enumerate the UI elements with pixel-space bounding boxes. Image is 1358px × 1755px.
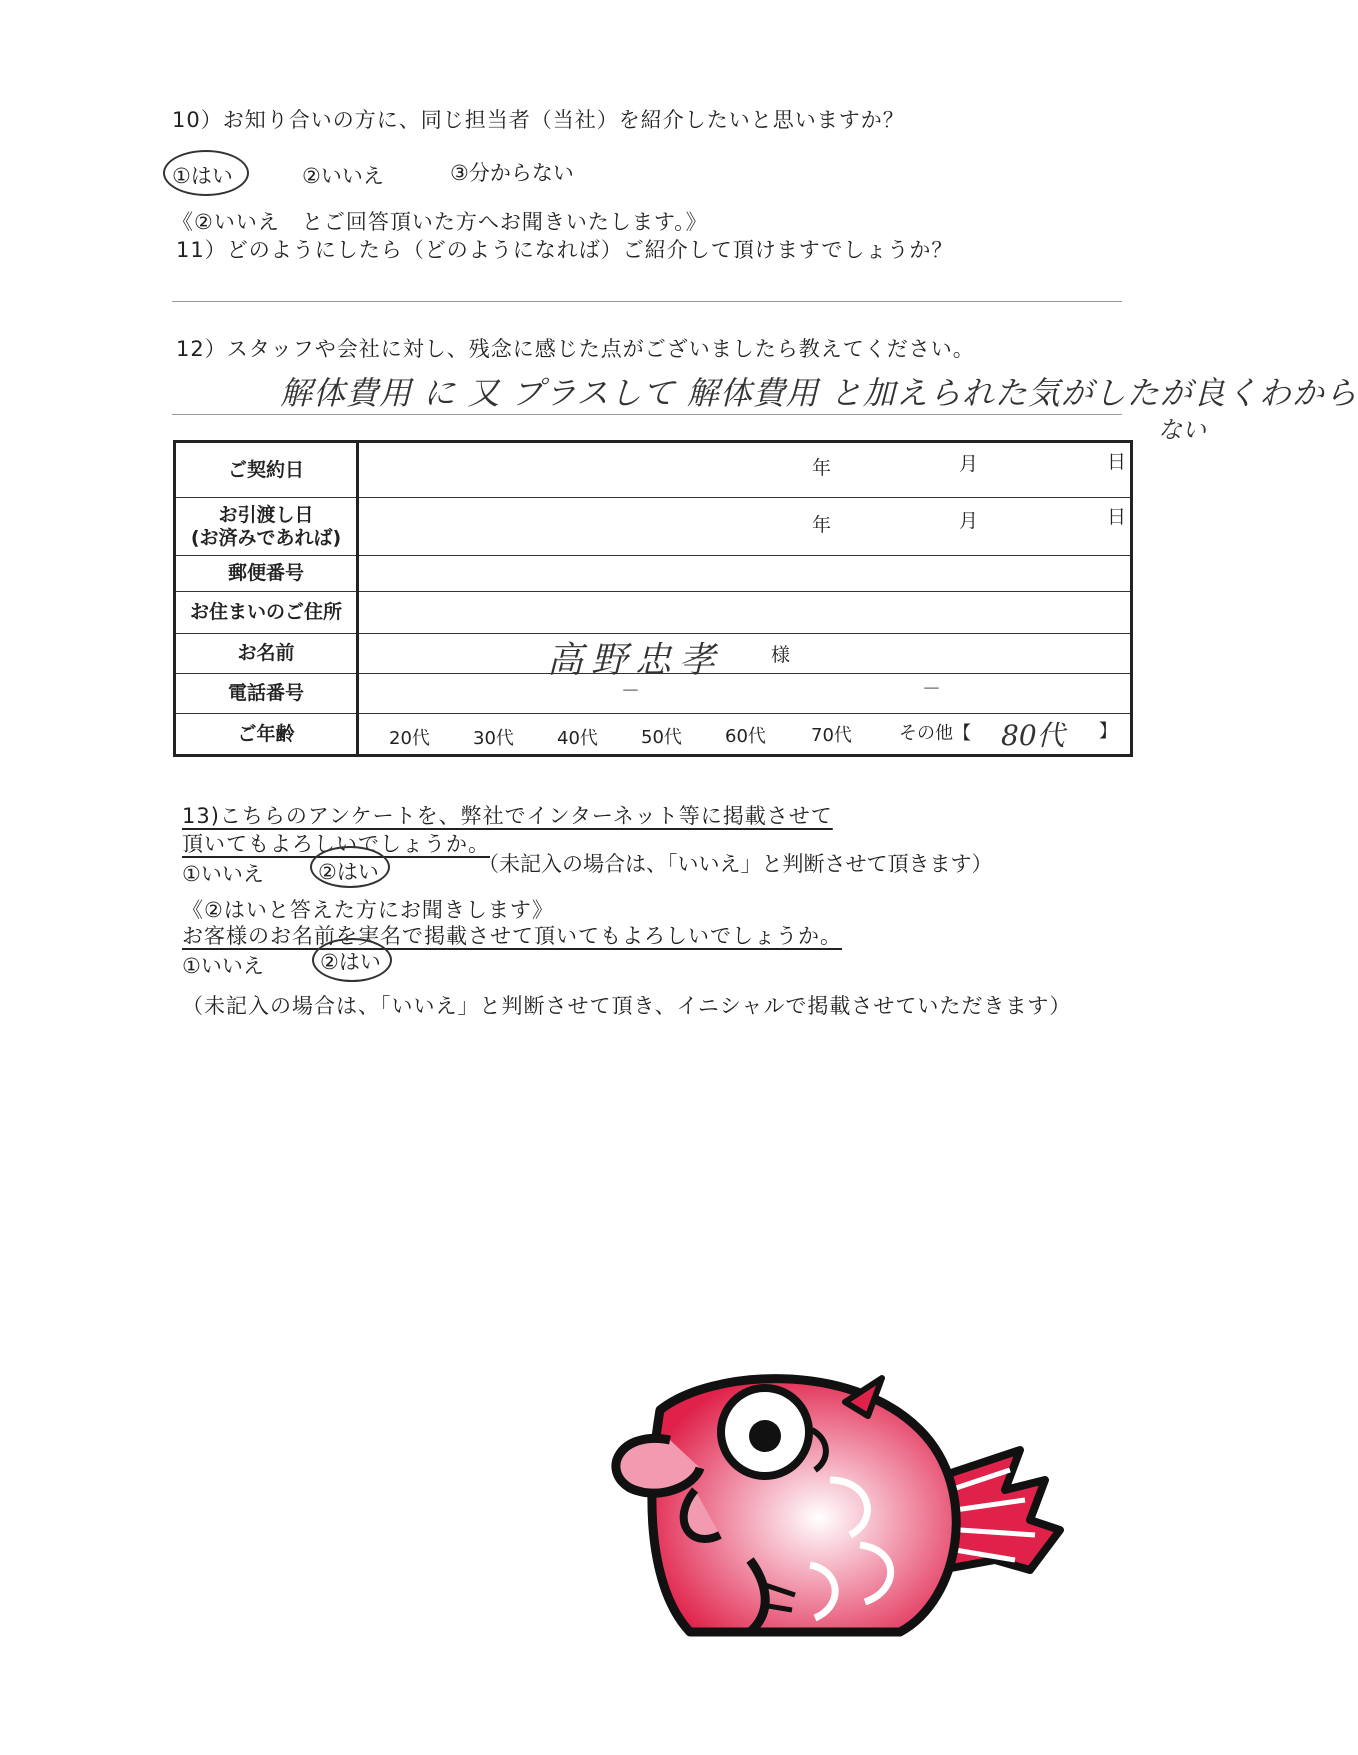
table-row (175, 674, 1132, 714)
day-unit: 日 (1107, 506, 1127, 528)
address-label: お住まいのご住所 (175, 592, 358, 634)
q12-question: 12）スタッフや会社に対し、残念に感じた点がございましたら教えてください。 (176, 337, 975, 361)
q12-handwritten-comment-cont: ない (1158, 416, 1206, 444)
year-unit: 年 (812, 457, 832, 479)
phone-dash: － (922, 678, 942, 700)
q13-sub-question: お客様のお名前を実名で掲載させて頂いてもよろしいでしょうか。 (182, 924, 842, 948)
age-option[interactable]: 60代 (725, 726, 766, 747)
age-option[interactable]: 70代 (811, 725, 852, 746)
contract-date-field[interactable] (358, 442, 1132, 498)
postal-code-field[interactable] (358, 556, 1132, 592)
age-field[interactable] (358, 714, 1132, 756)
q13-sub-option-no[interactable]: ①いいえ (182, 954, 264, 978)
age-other-close: 】 (1099, 721, 1117, 742)
year-unit: 年 (812, 514, 832, 536)
month-unit: 月 (959, 453, 979, 475)
q10-option-yes[interactable]: ①はい (172, 164, 233, 188)
phone-dash: － (621, 680, 641, 702)
q10-question: 10）お知り合いの方に、同じ担当者（当社）を紹介したいと思いますか？ (172, 108, 905, 132)
q12-answer-line (172, 414, 1122, 415)
phone-label: 電話番号 (175, 674, 358, 714)
name-field[interactable] (358, 634, 1132, 681)
q13-note: （未記入の場合は、「いいえ」と判断させて頂きます） (478, 852, 993, 876)
customer-info-table (173, 440, 1133, 757)
age-option[interactable]: 40代 (557, 728, 598, 749)
day-unit: 日 (1107, 451, 1127, 473)
q13-sub-note: 《②はいと答えた方にお聞きします》 (182, 898, 554, 922)
table-row (175, 714, 1132, 756)
q11-answer-line (172, 301, 1122, 302)
q13-option-no[interactable]: ①いいえ (182, 862, 264, 886)
address-field[interactable] (358, 592, 1132, 634)
name-handwritten: 高野忠孝 (547, 640, 724, 681)
postal-code-label: 郵便番号 (175, 556, 358, 592)
month-unit: 月 (959, 510, 979, 532)
age-other-handwritten: 80代 (1001, 719, 1065, 752)
q13-option-yes[interactable]: ②はい (318, 860, 379, 884)
table-row (175, 442, 1132, 498)
q12-handwritten-comment: 解体費用 に 又 プラスして 解体費用 と加えられた気がしたが良くわから (280, 374, 1358, 412)
q13-question-line2: 頂いてもよろしいでしょうか。 (182, 832, 490, 856)
handover-date-label-sub: (お済みであれば) (190, 526, 342, 549)
q13-question-line1: 13)こちらのアンケートを、弊社でインターネット等に掲載させて (182, 804, 833, 828)
q10-option-unknown[interactable]: ③分からない (450, 161, 574, 185)
q10-answer-circle (163, 150, 249, 196)
name-label: お名前 (175, 634, 358, 674)
table-row (175, 498, 1132, 556)
table-row (175, 634, 1132, 674)
phone-field[interactable] (358, 674, 1132, 714)
handover-date-label (175, 498, 358, 556)
red-fish-mascot-icon (600, 1370, 1060, 1650)
q13-sub-answer-circle (312, 938, 392, 982)
age-option[interactable]: 50代 (641, 727, 682, 748)
handover-date-label-main: お引渡し日 (218, 503, 314, 526)
age-option[interactable]: 20代 (389, 728, 430, 749)
contract-date-label: ご契約日 (175, 442, 358, 498)
age-option[interactable]: 30代 (473, 728, 514, 749)
q11-question: 11）どのようにしたら（どのようになれば）ご紹介して頂けますでしょうか？ (176, 238, 954, 262)
age-label: ご年齢 (175, 714, 358, 756)
q13-answer-circle (310, 846, 390, 888)
name-honorific: 様 (771, 644, 791, 666)
table-row (175, 592, 1132, 634)
handover-date-field[interactable] (358, 498, 1132, 556)
table-row (175, 556, 1132, 592)
q10-option-no[interactable]: ②いいえ (302, 164, 384, 188)
q13-footer-note: （未記入の場合は、「いいえ」と判断させて頂き、イニシャルで掲載させていただきます） (182, 994, 1072, 1018)
q13-sub-option-yes[interactable]: ②はい (320, 950, 381, 974)
age-option-other[interactable]: その他【 (899, 723, 971, 744)
q11-note: 《②いいえ とご回答頂いた方へお聞きいたします。》 (172, 210, 708, 234)
